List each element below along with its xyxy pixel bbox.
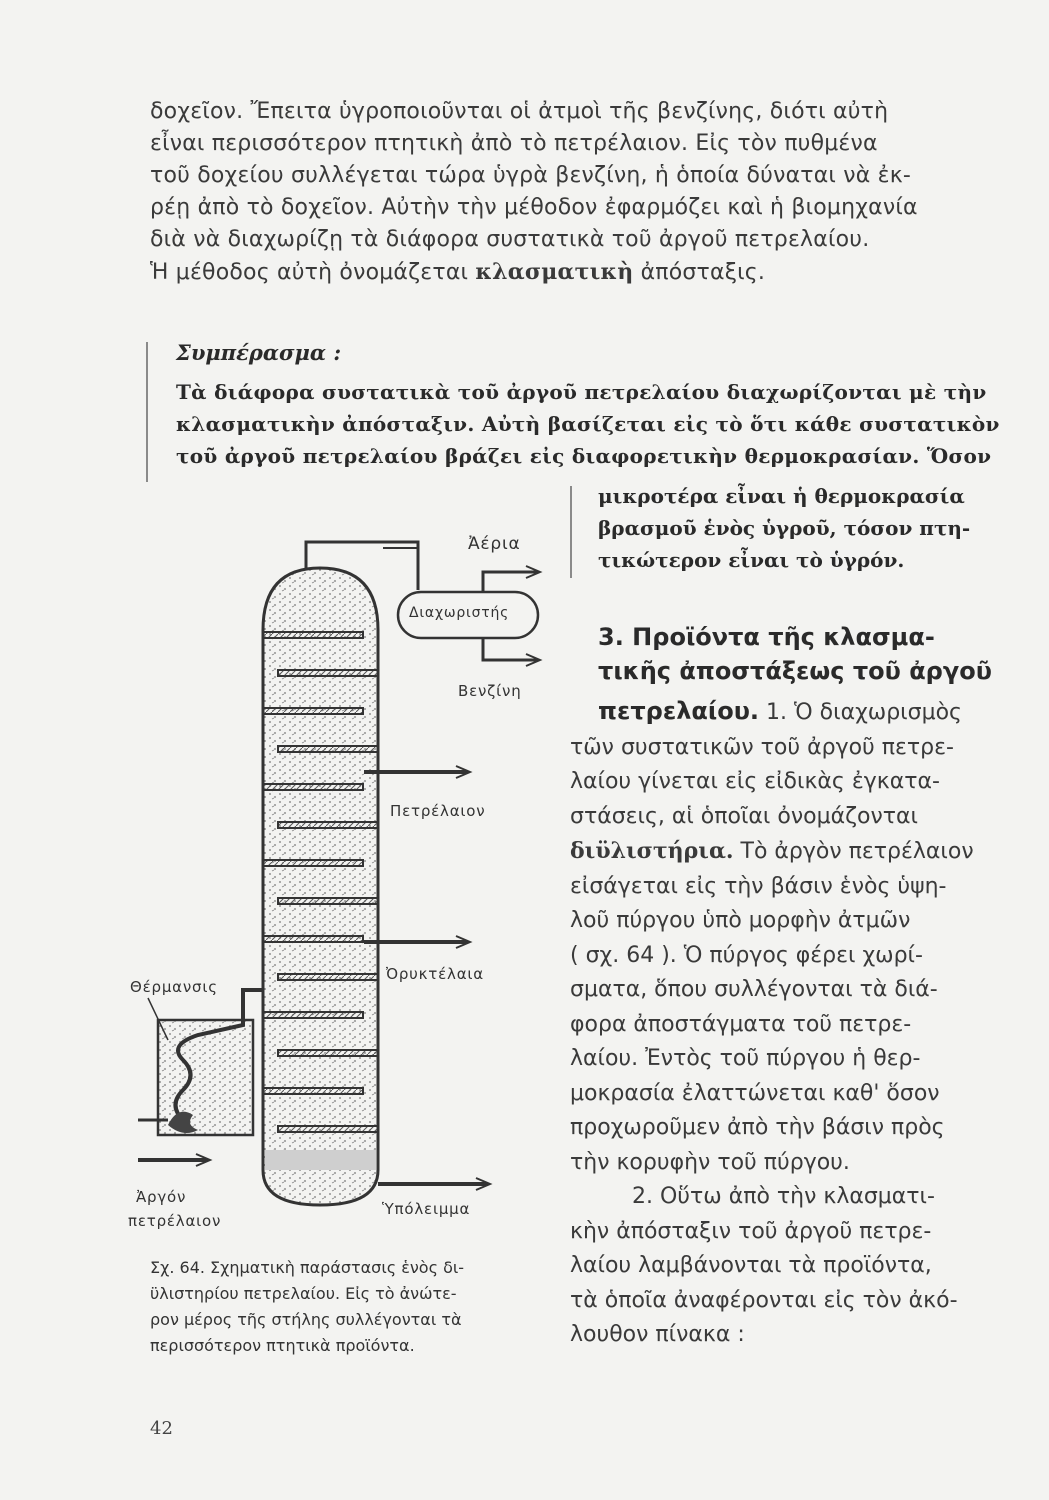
text-line — [570, 694, 1000, 731]
text-line: τὴν κορυφὴν τοῦ πύργου. — [570, 1149, 850, 1175]
caption-line: ϋλιστηρίου πετρελαίου. Εἰς τὸ ἀνώτε- — [150, 1284, 457, 1303]
label-residue: Ὑπόλειμμα — [382, 1200, 471, 1218]
label-crude-2: πετρέλαιον — [128, 1212, 222, 1230]
label-gasoline: Βενζίνη — [458, 682, 522, 700]
conclusion-tail — [598, 480, 992, 576]
text-fragment: ἀπόσταξις. — [633, 260, 766, 285]
text-fragment: 1. Ὁ διαχωρισμὸς — [759, 700, 962, 725]
label-kerosene: Πετρέλαιον — [390, 802, 486, 820]
text-line: κὴν ἀπόσταξιν τοῦ ἀργοῦ πετρε- — [570, 1218, 932, 1244]
intro-paragraph — [150, 96, 992, 289]
refinery-diagram — [128, 520, 558, 1240]
heading-line: τικῆς ἀποστάξεως τοῦ ἀργοῦ — [598, 657, 992, 685]
text-line: εἰσάγεται εἰς τὴν βάσιν ἑνὸς ὑψη- — [570, 873, 947, 899]
heading-line: 3. Προϊόντα τῆς κλασμα- — [598, 623, 935, 651]
text-line: εἶναι περισσότερον πτητικὴ ἀπὸ τὸ πετρέλαιον. Εἰς τὸν πυθμένα — [150, 131, 878, 156]
caption-line: Σχ. 64. Σχηματικὴ παράστασις ἑνὸς δι- — [150, 1258, 465, 1277]
text-line: μικροτέρα εἶναι ἡ θερμοκρασία — [598, 484, 965, 508]
text-line: δοχεῖον. Ἔπειτα ὑγροποιοῦνται οἱ ἀτμοὶ τῆς βενζίνης, διότι αὐτὴ — [150, 99, 889, 124]
text-line: λαίου. Ἐντὸς τοῦ πύργου ἡ θερ- — [570, 1046, 921, 1071]
text-line: προχωροῦμεν ἀπὸ τὴν βάσιν πρὸς — [570, 1115, 945, 1140]
text-line: λαίου γίνεται εἰς εἰδικὰς ἐγκατα- — [570, 769, 940, 794]
text-line: τικώτερον εἶναι τὸ ὑγρόν. — [598, 548, 905, 572]
text-line: ρέῃ ἀπὸ τὸ δοχεῖον. Αὐτὴν τὴν μέθοδον ἐφαρμόζει καὶ ἡ βιομηχανία — [150, 195, 918, 220]
text-line: τοῦ δοχείου συλλέγεται τώρα ὑγρὰ βενζίνη, ἡ ὁποία δύναται νὰ ἐκ- — [150, 163, 912, 188]
text-line — [570, 834, 1000, 870]
text-fragment: Τὸ ἀργὸν πετρέλαιον — [733, 839, 974, 864]
text-line — [150, 256, 992, 289]
text-line: μοκρασία ἐλαττώνεται καθ' ὅσον — [570, 1080, 940, 1106]
distillation-column-drawing — [128, 520, 558, 1240]
label-heater: Θέρμανσις — [130, 978, 218, 996]
label-mineral-oils: Ὀρυκτέλαια — [386, 965, 484, 983]
label-crude-1: Ἀργόν — [136, 1188, 187, 1206]
page-number: 42 — [150, 1418, 173, 1439]
text-line: στάσεις, αἱ ὁποῖαι ὀνομάζονται — [570, 803, 918, 829]
conclusion-text — [176, 376, 1000, 472]
text-line: τῶν συστατικῶν τοῦ ἀργοῦ πετρε- — [570, 734, 954, 760]
text-line: σματα, ὅπου συλλέγονται τὰ διά- — [570, 977, 938, 1002]
label-gases: Ἀέρια — [468, 534, 521, 554]
text-line: λουθον πίνακα : — [570, 1322, 745, 1347]
section-heading — [598, 620, 998, 688]
text-line: φορα ἀποστάγματα τοῦ πετρε- — [570, 1011, 912, 1037]
text-line: 2. Οὕτω ἀπὸ τὴν κλασματι- — [632, 1184, 935, 1209]
heading-line: πετρελαίου. — [598, 697, 760, 725]
term-fractional-distillation: κλασματικὴ — [475, 259, 634, 285]
term-refineries: διϋλιστήρια. — [570, 838, 734, 864]
text-line: λοῦ πύργου ὑπὸ μορφὴν ἀτμῶν — [570, 908, 911, 933]
text-line: διὰ νὰ διαχωρίζῃ τὰ διάφορα συστατικὰ τοῦ ἀργοῦ πετρελαίου. — [150, 227, 870, 252]
figure-caption — [150, 1255, 570, 1359]
text-line: κλασματικὴν ἀπόσταξιν. Αὐτὴ βασίζεται εἰς τὸ ὅτι κάθε συστατικὸν — [176, 412, 1000, 436]
furnace — [158, 1020, 253, 1135]
text-line: τοῦ ἀργοῦ πετρελαίου βράζει εἰς διαφορετικὴν θερμοκρασίαν. Ὅσον — [176, 444, 992, 468]
label-separator: Διαχωριστής — [409, 605, 510, 621]
text-line: λαίου λαμβάνονται τὰ προϊόντα, — [570, 1253, 932, 1278]
text-fragment: Ἡ μέθοδος αὐτὴ ὀνομάζεται — [150, 260, 476, 285]
caption-line: ρον μέρος τῆς στήλης συλλέγονται τὰ — [150, 1310, 462, 1329]
text-line: βρασμοῦ ἑνὸς ὑγροῦ, τόσον πτη- — [598, 516, 971, 540]
caption-line: περισσότερον πτητικὰ προϊόντα. — [150, 1336, 415, 1355]
conclusion-title: Συμπέρασμα : — [176, 340, 342, 365]
section-body — [570, 694, 1000, 1353]
column-shell — [263, 568, 378, 1205]
conclusion-bar — [570, 486, 572, 578]
text-line: τὰ ὁποῖα ἀναφέρονται εἰς τὸν ἀκό- — [570, 1287, 958, 1313]
text-line: ( σχ. 64 ). Ὁ πύργος φέρει χωρί- — [570, 942, 923, 968]
conclusion-bar — [146, 342, 148, 482]
text-line: Τὰ διάφορα συστατικὰ τοῦ ἀργοῦ πετρελαίου διαχωρίζονται μὲ τὴν — [176, 380, 987, 404]
